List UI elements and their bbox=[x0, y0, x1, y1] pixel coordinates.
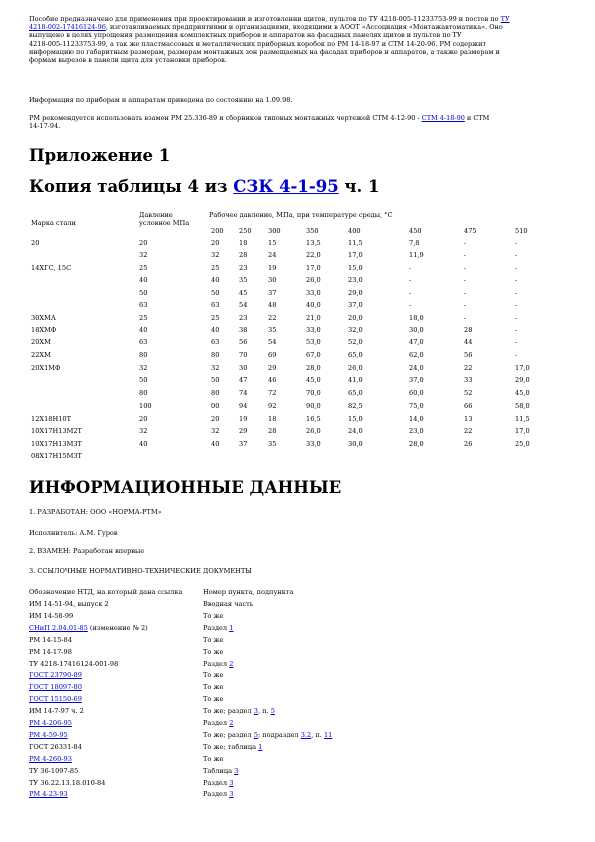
text-run: То же bbox=[203, 754, 224, 763]
col-header-pressure-unit: условное МПа bbox=[139, 219, 190, 227]
text-run: , п. bbox=[311, 730, 324, 739]
text-run: То же bbox=[203, 647, 224, 656]
working-pressure-cell: 30,0 bbox=[409, 326, 424, 334]
document-link[interactable]: 5 bbox=[270, 707, 275, 716]
document-link[interactable]: 5 bbox=[253, 730, 258, 739]
ref-item-cell bbox=[203, 636, 223, 644]
working-pressure-cell: 32 bbox=[211, 427, 220, 435]
working-pressure-cell: 44 bbox=[464, 338, 473, 346]
nominal-pressure-cell: 32 bbox=[139, 251, 148, 259]
appendix-heading: Приложение 1 bbox=[29, 146, 171, 165]
temperature-header-cell: 510 bbox=[515, 227, 528, 235]
document-link[interactable]: 3 bbox=[253, 707, 258, 716]
document-link[interactable]: 3 bbox=[229, 790, 234, 799]
steel-grade-cell: 20Х1МФ bbox=[31, 364, 61, 372]
working-pressure-cell: 94 bbox=[239, 402, 248, 410]
working-pressure-cell: 40,0 bbox=[306, 301, 321, 309]
working-pressure-cell: 75,0 bbox=[409, 402, 424, 410]
working-pressure-cell: - bbox=[515, 351, 518, 359]
nominal-pressure-cell: 100 bbox=[139, 402, 152, 410]
working-pressure-cell: 19 bbox=[268, 264, 277, 272]
steel-grade-cell: 18ХМФ bbox=[31, 326, 57, 334]
nominal-pressure-cell: 80 bbox=[139, 389, 148, 397]
text-run: информацию по габаритным размерам, размерам монтажных зон размещаемых на фасадах приборов и аппаратов, а также размерам и bbox=[29, 47, 500, 56]
working-pressure-cell: 52,0 bbox=[348, 338, 363, 346]
document-link[interactable]: РМ 4-23-93 bbox=[29, 790, 68, 799]
temperature-header-cell: 475 bbox=[464, 227, 477, 235]
text-run: Раздел bbox=[203, 659, 230, 668]
ref-doc-cell bbox=[29, 600, 109, 608]
nominal-pressure-cell: 40 bbox=[139, 440, 148, 448]
ref-doc-cell bbox=[29, 695, 82, 703]
working-pressure-cell: - bbox=[464, 301, 467, 309]
working-pressure-cell: 18 bbox=[268, 415, 277, 423]
nominal-pressure-cell: 63 bbox=[139, 338, 148, 346]
nominal-pressure-cell: 32 bbox=[139, 364, 148, 372]
working-pressure-cell: 14,0 bbox=[409, 415, 424, 423]
document-link[interactable]: 1 bbox=[229, 623, 234, 632]
steel-grade-cell: 08Х17Н15М3Т bbox=[31, 452, 82, 460]
steel-grade-cell: 20ХМ bbox=[31, 338, 51, 346]
working-pressure-cell: - bbox=[515, 326, 518, 334]
working-pressure-cell: 56 bbox=[464, 351, 473, 359]
text-run: и СТМ bbox=[464, 114, 490, 122]
nominal-pressure-cell: 50 bbox=[139, 289, 148, 297]
working-pressure-cell: - bbox=[515, 276, 518, 284]
ref-doc-cell bbox=[29, 790, 68, 798]
working-pressure-cell: 58,0 bbox=[515, 402, 530, 410]
nominal-pressure-cell: 50 bbox=[139, 376, 148, 384]
ref-item-cell bbox=[203, 600, 253, 608]
working-pressure-cell: 16,5 bbox=[306, 415, 321, 423]
steel-grade-cell: 12Х18Н10Т bbox=[31, 415, 72, 423]
working-pressure-cell: 25 bbox=[211, 314, 220, 322]
document-link[interactable]: 2 bbox=[229, 719, 234, 727]
working-pressure-cell: 28 bbox=[464, 326, 473, 334]
ref-doc-cell bbox=[29, 767, 78, 775]
working-pressure-cell: 19 bbox=[239, 415, 248, 423]
working-pressure-cell: 63 bbox=[211, 301, 220, 309]
working-pressure-cell: 45 bbox=[239, 289, 248, 297]
document-link[interactable]: ГОСТ 23790-89 bbox=[29, 671, 82, 680]
executor-line: Исполнитель: А.М. Гуров bbox=[29, 529, 118, 537]
steel-grade-cell: 14ХГС, 15С bbox=[31, 264, 72, 272]
nominal-pressure-cell: 20 bbox=[139, 415, 148, 423]
document-link[interactable]: ТУ bbox=[500, 15, 510, 23]
text-run: выпущено в целях упрощения размещения комплектных приборов и аппаратов на фасадных панелях щитов и пультов по ТУ bbox=[29, 31, 462, 40]
working-pressure-cell: 53,0 bbox=[306, 338, 321, 346]
ref-item-cell bbox=[203, 624, 233, 632]
ref-doc-cell bbox=[29, 719, 72, 727]
temperature-header-cell: 400 bbox=[348, 227, 361, 235]
working-pressure-cell: 30 bbox=[268, 276, 277, 284]
working-pressure-cell: 32,0 bbox=[348, 326, 363, 334]
working-pressure-cell: 35 bbox=[239, 276, 248, 284]
ref-doc-cell bbox=[29, 779, 105, 787]
working-pressure-cell: 24,0 bbox=[348, 427, 363, 435]
text-run: РМ 14-15-84 bbox=[29, 635, 72, 644]
working-pressure-cell: 20 bbox=[211, 415, 220, 423]
working-pressure-cell: 21,0 bbox=[306, 314, 321, 322]
ref-doc-cell bbox=[29, 755, 72, 763]
working-pressure-cell: 33 bbox=[464, 376, 473, 384]
text-run: Пособие предназначено для применения при проектировании и изготовлении щитов, пультов по ТУ 4218-005-11233753-99 и постов по bbox=[29, 15, 501, 23]
working-pressure-cell: 63 bbox=[211, 338, 220, 346]
working-pressure-cell: 24 bbox=[268, 251, 277, 259]
text-run: ; подраздел bbox=[257, 730, 301, 739]
text-run: То же; таблица bbox=[203, 742, 259, 751]
working-pressure-cell: 28 bbox=[239, 251, 248, 259]
working-pressure-cell: 17,0 bbox=[348, 251, 363, 259]
working-pressure-cell: 56 bbox=[239, 338, 248, 346]
working-pressure-cell: 37 bbox=[268, 289, 277, 297]
working-pressure-cell: 13 bbox=[464, 415, 473, 423]
working-pressure-cell: 23 bbox=[239, 264, 248, 272]
document-link[interactable]: ГОСТ 18097-80 bbox=[29, 683, 82, 692]
working-pressure-cell: - bbox=[464, 251, 467, 259]
working-pressure-cell: 15 bbox=[268, 239, 277, 247]
szk-link[interactable]: СЗК 4-1-95 bbox=[233, 177, 339, 196]
appendix-title: Копия таблицы 4 из СЗК 4-1-95 ч. 1 bbox=[29, 177, 380, 196]
working-pressure-cell: 41,0 bbox=[348, 376, 363, 384]
text-run: Раздел bbox=[203, 778, 230, 787]
ref-item-cell bbox=[203, 612, 223, 620]
recommendation-line: 14-17-94. bbox=[29, 122, 61, 131]
text-run: То же bbox=[203, 671, 224, 680]
working-pressure-cell: 00 bbox=[211, 402, 220, 410]
working-pressure-cell: 65,0 bbox=[348, 351, 363, 359]
document-link[interactable]: 3 bbox=[234, 766, 239, 775]
working-pressure-cell: - bbox=[515, 289, 518, 297]
text-run: (изменение № 2) bbox=[87, 623, 148, 632]
working-pressure-cell: 20,0 bbox=[348, 314, 363, 322]
working-pressure-cell: 60,0 bbox=[409, 389, 424, 397]
working-pressure-cell: 72 bbox=[268, 389, 277, 397]
replaces-line: 2. ВЗАМЕН: Разработан впервые bbox=[29, 547, 145, 555]
references-heading: 3. ССЫЛОЧНЫЕ НОРМАТИВНО-ТЕХНИЧЕСКИЕ ДОКУМЕНТЫ bbox=[29, 567, 252, 575]
working-pressure-cell: 11,5 bbox=[515, 415, 530, 423]
ref-doc-cell bbox=[29, 648, 72, 656]
working-pressure-cell: 28,0 bbox=[409, 440, 424, 448]
working-pressure-cell: 40 bbox=[211, 276, 220, 284]
ref-doc-cell bbox=[29, 636, 72, 644]
working-pressure-cell: 32 bbox=[211, 251, 220, 259]
working-pressure-cell: - bbox=[515, 338, 518, 346]
text-run: Раздел bbox=[203, 790, 230, 799]
working-pressure-cell: 23,0 bbox=[409, 427, 424, 435]
working-pressure-cell: 74 bbox=[239, 389, 248, 397]
working-pressure-cell: - bbox=[464, 239, 467, 247]
working-pressure-cell: 52 bbox=[464, 389, 473, 397]
working-pressure-cell: 92 bbox=[268, 402, 277, 410]
ref-doc-cell bbox=[29, 707, 84, 715]
text-run: , п. bbox=[257, 707, 271, 716]
working-pressure-cell: 33,0 bbox=[306, 326, 321, 334]
ref-item-cell bbox=[203, 660, 233, 668]
text-run: Таблица bbox=[203, 766, 235, 775]
working-pressure-cell: 48 bbox=[268, 301, 277, 309]
working-pressure-cell: 35 bbox=[268, 440, 277, 448]
text-run: , изготавливаемых предприятиями и организациями, входящими в АООТ «Ассоциация «Монтажавтоматика». Оно bbox=[105, 23, 503, 32]
working-pressure-cell: - bbox=[515, 301, 518, 309]
working-pressure-cell: 40 bbox=[211, 440, 220, 448]
document-link[interactable]: СТМ 4-18-90 bbox=[421, 114, 465, 122]
working-pressure-cell: 29,0 bbox=[348, 289, 363, 297]
working-pressure-cell: - bbox=[515, 251, 518, 259]
ref-doc-cell bbox=[29, 612, 73, 620]
working-pressure-cell: 15,0 bbox=[348, 264, 363, 272]
text-run: ГОСТ 26331-84 bbox=[29, 742, 82, 751]
nominal-pressure-cell: 25 bbox=[139, 314, 148, 322]
working-pressure-cell: 54 bbox=[239, 301, 248, 309]
working-pressure-cell: 50 bbox=[211, 289, 220, 297]
working-pressure-cell: 90,0 bbox=[306, 402, 321, 410]
text-run: формам вырезов в панели щита для установки приборов. bbox=[29, 56, 227, 65]
working-pressure-cell: 66 bbox=[464, 402, 473, 410]
text-run: 4218-005-11233753-99, а так же пластмассовых и металлических приборных коробок по РМ 14-18-97 и СТМ 14-20-96. РМ содержит bbox=[29, 39, 487, 48]
info-heading: ИНФОРМАЦИОННЫЕ ДАННЫЕ bbox=[29, 478, 342, 497]
nominal-pressure-cell: 20 bbox=[139, 239, 148, 247]
working-pressure-cell: 80 bbox=[211, 389, 220, 397]
working-pressure-cell: 29 bbox=[239, 427, 248, 435]
ref-doc-cell bbox=[29, 624, 148, 632]
working-pressure-cell: 18,0 bbox=[409, 314, 424, 322]
ref-item-cell bbox=[203, 671, 223, 679]
ref-item-cell bbox=[203, 731, 332, 739]
working-pressure-cell: 70,0 bbox=[306, 389, 321, 397]
document-link[interactable]: 1 bbox=[258, 742, 263, 751]
working-pressure-cell: 20 bbox=[211, 239, 220, 247]
ref-item-cell bbox=[203, 683, 223, 691]
working-pressure-cell: 18 bbox=[239, 239, 248, 247]
working-pressure-cell: - bbox=[409, 276, 412, 284]
working-pressure-cell: 26,0 bbox=[348, 364, 363, 372]
text-run: РМ рекомендуется использовать взамен РМ 25.336-89 и сборников типовых монтажных чертежей СТМ 4-12-90 - bbox=[29, 114, 422, 122]
working-pressure-cell: 50 bbox=[211, 376, 220, 384]
working-pressure-cell: 26,0 bbox=[306, 276, 321, 284]
working-pressure-cell: 30,0 bbox=[348, 440, 363, 448]
working-pressure-cell: 37,0 bbox=[348, 301, 363, 309]
working-pressure-cell: 62,0 bbox=[409, 351, 424, 359]
text-run: ИМ 14-51-94, выпуск 2 bbox=[29, 600, 109, 608]
working-pressure-cell: 70 bbox=[239, 351, 248, 359]
document-link[interactable]: 3 bbox=[229, 778, 234, 787]
document-link[interactable]: РМ 4-260-93 bbox=[29, 754, 72, 763]
nominal-pressure-cell: 80 bbox=[139, 351, 148, 359]
text-run: ТУ 36-1097-85 bbox=[29, 766, 79, 775]
working-pressure-cell: 82,5 bbox=[348, 402, 363, 410]
text-run: Раздел bbox=[203, 719, 230, 727]
document-link[interactable]: ГОСТ 15150-69 bbox=[29, 695, 82, 704]
ref-item-cell bbox=[203, 743, 262, 751]
working-pressure-cell: 46 bbox=[268, 376, 277, 384]
text-run: ТУ 36.22.13.18.010-84 bbox=[29, 778, 106, 787]
working-pressure-cell: 24,0 bbox=[409, 364, 424, 372]
nominal-pressure-cell: 63 bbox=[139, 301, 148, 309]
working-pressure-cell: 13,5 bbox=[306, 239, 321, 247]
text-run: То же; раздел bbox=[203, 707, 254, 716]
working-pressure-cell: 28 bbox=[268, 427, 277, 435]
col-header-pressure: Давление bbox=[139, 211, 173, 219]
nominal-pressure-cell: 25 bbox=[139, 264, 148, 272]
ref-doc-cell bbox=[29, 660, 118, 668]
working-pressure-cell: 54 bbox=[268, 338, 277, 346]
ref-item-cell bbox=[203, 790, 233, 798]
working-pressure-cell: - bbox=[515, 264, 518, 272]
working-pressure-cell: 37,0 bbox=[409, 376, 424, 384]
document-link[interactable]: РМ 4-59-95 bbox=[29, 730, 68, 739]
ref-item-cell bbox=[203, 719, 233, 727]
working-pressure-cell: 26,0 bbox=[306, 427, 321, 435]
text-run: РМ 14-17-98 bbox=[29, 647, 72, 656]
working-pressure-cell: 11,5 bbox=[348, 239, 363, 247]
working-pressure-cell: - bbox=[409, 264, 412, 272]
working-pressure-cell: 67,0 bbox=[306, 351, 321, 359]
text-run: То же bbox=[203, 611, 224, 620]
ref-doc-cell bbox=[29, 743, 82, 751]
ref-doc-cell bbox=[29, 731, 68, 739]
working-pressure-cell: 35 bbox=[268, 326, 277, 334]
text-run: То же bbox=[203, 683, 224, 692]
working-pressure-cell: 80 bbox=[211, 351, 220, 359]
working-pressure-cell: - bbox=[409, 301, 412, 309]
nominal-pressure-cell: 40 bbox=[139, 276, 148, 284]
document-link[interactable]: 2 bbox=[229, 659, 234, 668]
working-pressure-cell: 45,0 bbox=[306, 376, 321, 384]
working-pressure-cell: 37 bbox=[239, 440, 248, 448]
text-run: То же bbox=[203, 695, 224, 704]
working-pressure-cell: 47 bbox=[239, 376, 248, 384]
working-pressure-cell: 23,0 bbox=[348, 276, 363, 284]
temperature-header-cell: 300 bbox=[268, 227, 281, 235]
working-pressure-cell: 33,0 bbox=[306, 289, 321, 297]
working-pressure-cell: - bbox=[464, 264, 467, 272]
ref-item-cell bbox=[203, 707, 275, 715]
working-pressure-cell: 40 bbox=[211, 326, 220, 334]
working-pressure-cell: 65,0 bbox=[348, 389, 363, 397]
steel-grade-cell: 10Х17Н13М3Т bbox=[31, 440, 82, 448]
document-link[interactable]: 3.2 bbox=[300, 730, 312, 739]
working-pressure-cell: 22 bbox=[464, 364, 473, 372]
working-pressure-cell: 7,8 bbox=[409, 239, 420, 247]
working-pressure-cell: - bbox=[464, 289, 467, 297]
col-header-temperature: Рабочее давление, МПа, при температуре среды, °С bbox=[209, 211, 393, 219]
text-run: ТУ 4218-17416124-001-98 bbox=[29, 659, 119, 668]
working-pressure-cell: 32 bbox=[211, 364, 220, 372]
steel-grade-cell: 20 bbox=[31, 239, 40, 247]
working-pressure-cell: 22,0 bbox=[306, 251, 321, 259]
working-pressure-cell: 28,0 bbox=[306, 364, 321, 372]
text-run: Вводная часть bbox=[203, 600, 254, 608]
working-pressure-cell: 22 bbox=[464, 427, 473, 435]
ref-item-cell bbox=[203, 648, 223, 656]
nominal-pressure-cell: 40 bbox=[139, 326, 148, 334]
working-pressure-cell: 23 bbox=[239, 314, 248, 322]
working-pressure-cell: 29 bbox=[268, 364, 277, 372]
working-pressure-cell: 26 bbox=[464, 440, 473, 448]
working-pressure-cell: 45,0 bbox=[515, 389, 530, 397]
working-pressure-cell: 69 bbox=[268, 351, 277, 359]
info-state-line: Информация по приборам и аппаратам приведена по состоянию на 1.09.98. bbox=[29, 96, 293, 104]
working-pressure-cell: 22 bbox=[268, 314, 277, 322]
working-pressure-cell: - bbox=[464, 276, 467, 284]
temperature-header-cell: 250 bbox=[239, 227, 252, 235]
working-pressure-cell: 17,0 bbox=[515, 427, 530, 435]
working-pressure-cell: 33,0 bbox=[306, 440, 321, 448]
temperature-header-cell: 350 bbox=[306, 227, 319, 235]
working-pressure-cell: - bbox=[464, 314, 467, 322]
working-pressure-cell: 47,0 bbox=[409, 338, 424, 346]
steel-grade-cell: 22ХМ bbox=[31, 351, 51, 359]
text-run: ИМ 14-7-97 ч. 2 bbox=[29, 707, 84, 716]
ref-item-cell bbox=[203, 779, 233, 787]
temperature-header-cell: 200 bbox=[211, 227, 224, 235]
working-pressure-cell: - bbox=[515, 314, 518, 322]
document-link[interactable]: СНиП 2.04.01-85 bbox=[29, 623, 88, 632]
ref-item-cell bbox=[203, 755, 223, 763]
working-pressure-cell: 17,0 bbox=[515, 364, 530, 372]
working-pressure-cell: - bbox=[515, 239, 518, 247]
steel-grade-cell: 10Х17Н13М2Т bbox=[31, 427, 82, 435]
ref-col-item-header: Номер пункта, подпункта bbox=[203, 588, 294, 596]
working-pressure-cell: 17,0 bbox=[306, 264, 321, 272]
steel-grade-cell: 30ХМА bbox=[31, 314, 56, 322]
working-pressure-cell: - bbox=[409, 289, 412, 297]
ref-col-doc-header: Обозначение НТД, на который дана ссылка bbox=[29, 588, 183, 596]
working-pressure-cell: 15,0 bbox=[348, 415, 363, 423]
nominal-pressure-cell: 32 bbox=[139, 427, 148, 435]
col-header-steel: Марка стали bbox=[31, 219, 76, 227]
developer-line: 1. РАЗРАБОТАН: ООО «НОРМА-РТМ» bbox=[29, 508, 162, 516]
working-pressure-cell: 38 bbox=[239, 326, 248, 334]
text-run: Раздел bbox=[203, 623, 230, 632]
working-pressure-cell: 29,0 bbox=[515, 376, 530, 384]
text-run: То же; раздел bbox=[203, 730, 254, 739]
ref-item-cell bbox=[203, 695, 223, 703]
ref-doc-cell bbox=[29, 683, 82, 691]
ref-item-cell bbox=[203, 767, 238, 775]
working-pressure-cell: 11,9 bbox=[409, 251, 424, 259]
document-link[interactable]: РМ 4-206-95 bbox=[29, 719, 72, 727]
document-link[interactable]: 4218-002-17416124-96 bbox=[29, 23, 106, 32]
working-pressure-cell: 25,0 bbox=[515, 440, 530, 448]
working-pressure-cell: 25 bbox=[211, 264, 220, 272]
text-run: То же bbox=[203, 635, 224, 644]
temperature-header-cell: 450 bbox=[409, 227, 422, 235]
working-pressure-cell: 30 bbox=[239, 364, 248, 372]
text-run: ИМ 14-58-99 bbox=[29, 611, 74, 620]
ref-doc-cell bbox=[29, 671, 82, 679]
document-link[interactable]: 11 bbox=[323, 730, 333, 739]
